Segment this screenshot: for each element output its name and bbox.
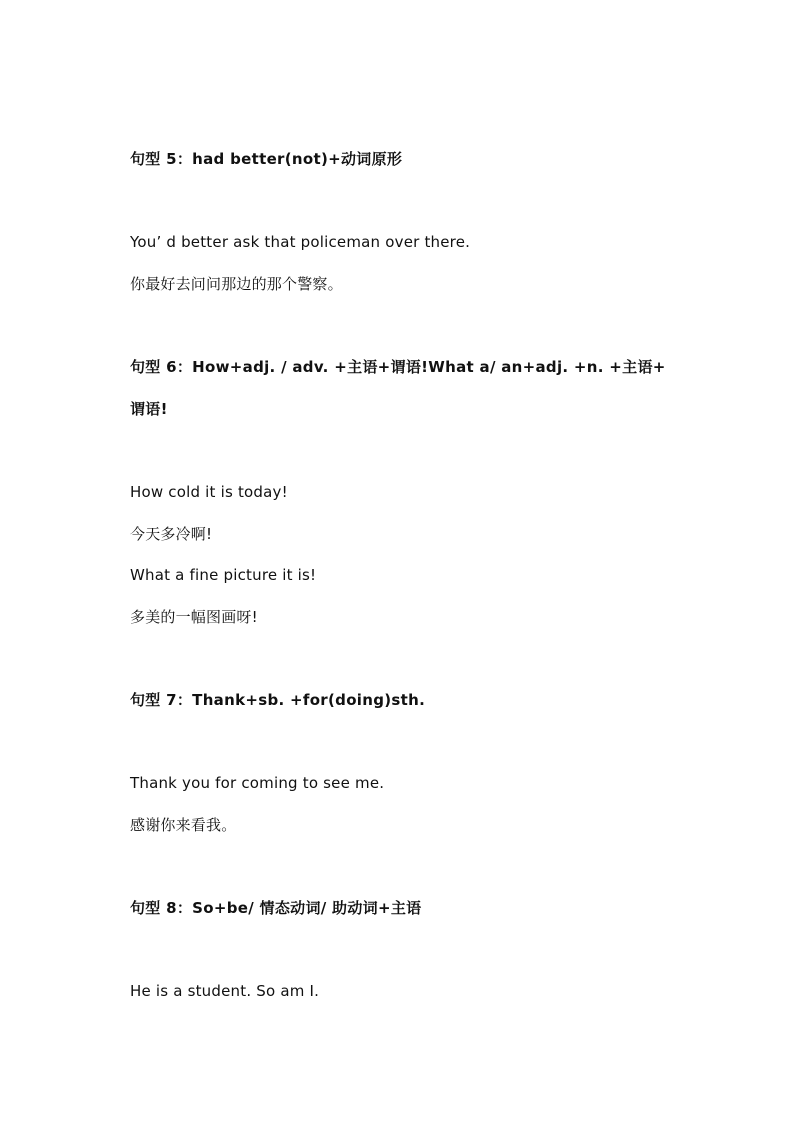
- section-7-example-chinese: 感谢你来看我。: [130, 816, 237, 834]
- section-8-heading: 句型 8：So+be/ 情态动词/ 助动词+主语: [130, 899, 422, 917]
- section-7-heading: 句型 7：Thank+sb. +for(doing)sth.: [130, 691, 426, 709]
- section-6-example-chinese-2: 多美的一幅图画呀!: [130, 608, 258, 626]
- section-7-example-english: Thank you for coming to see me.: [130, 774, 385, 792]
- section-5-example-english: You’ d better ask that policeman over there.: [130, 233, 471, 251]
- section-6-heading-line-1: 句型 6：How+adj. / adv. +主语+谓语!What a/ an+adj. +n. +主语+: [130, 358, 666, 376]
- section-5-heading: 句型 5：had better(not)+动词原形: [130, 150, 403, 168]
- section-6-example-english-1: How cold it is today!: [130, 483, 288, 501]
- section-6-heading-line-2: 谓语!: [130, 400, 168, 418]
- section-5-example-chinese: 你最好去问问那边的那个警察。: [130, 275, 343, 293]
- section-8-example-english: He is a student. So am I.: [130, 982, 320, 1000]
- section-6-example-english-2: What a fine picture it is!: [130, 566, 317, 584]
- section-6-example-chinese-1: 今天多冷啊!: [130, 525, 213, 543]
